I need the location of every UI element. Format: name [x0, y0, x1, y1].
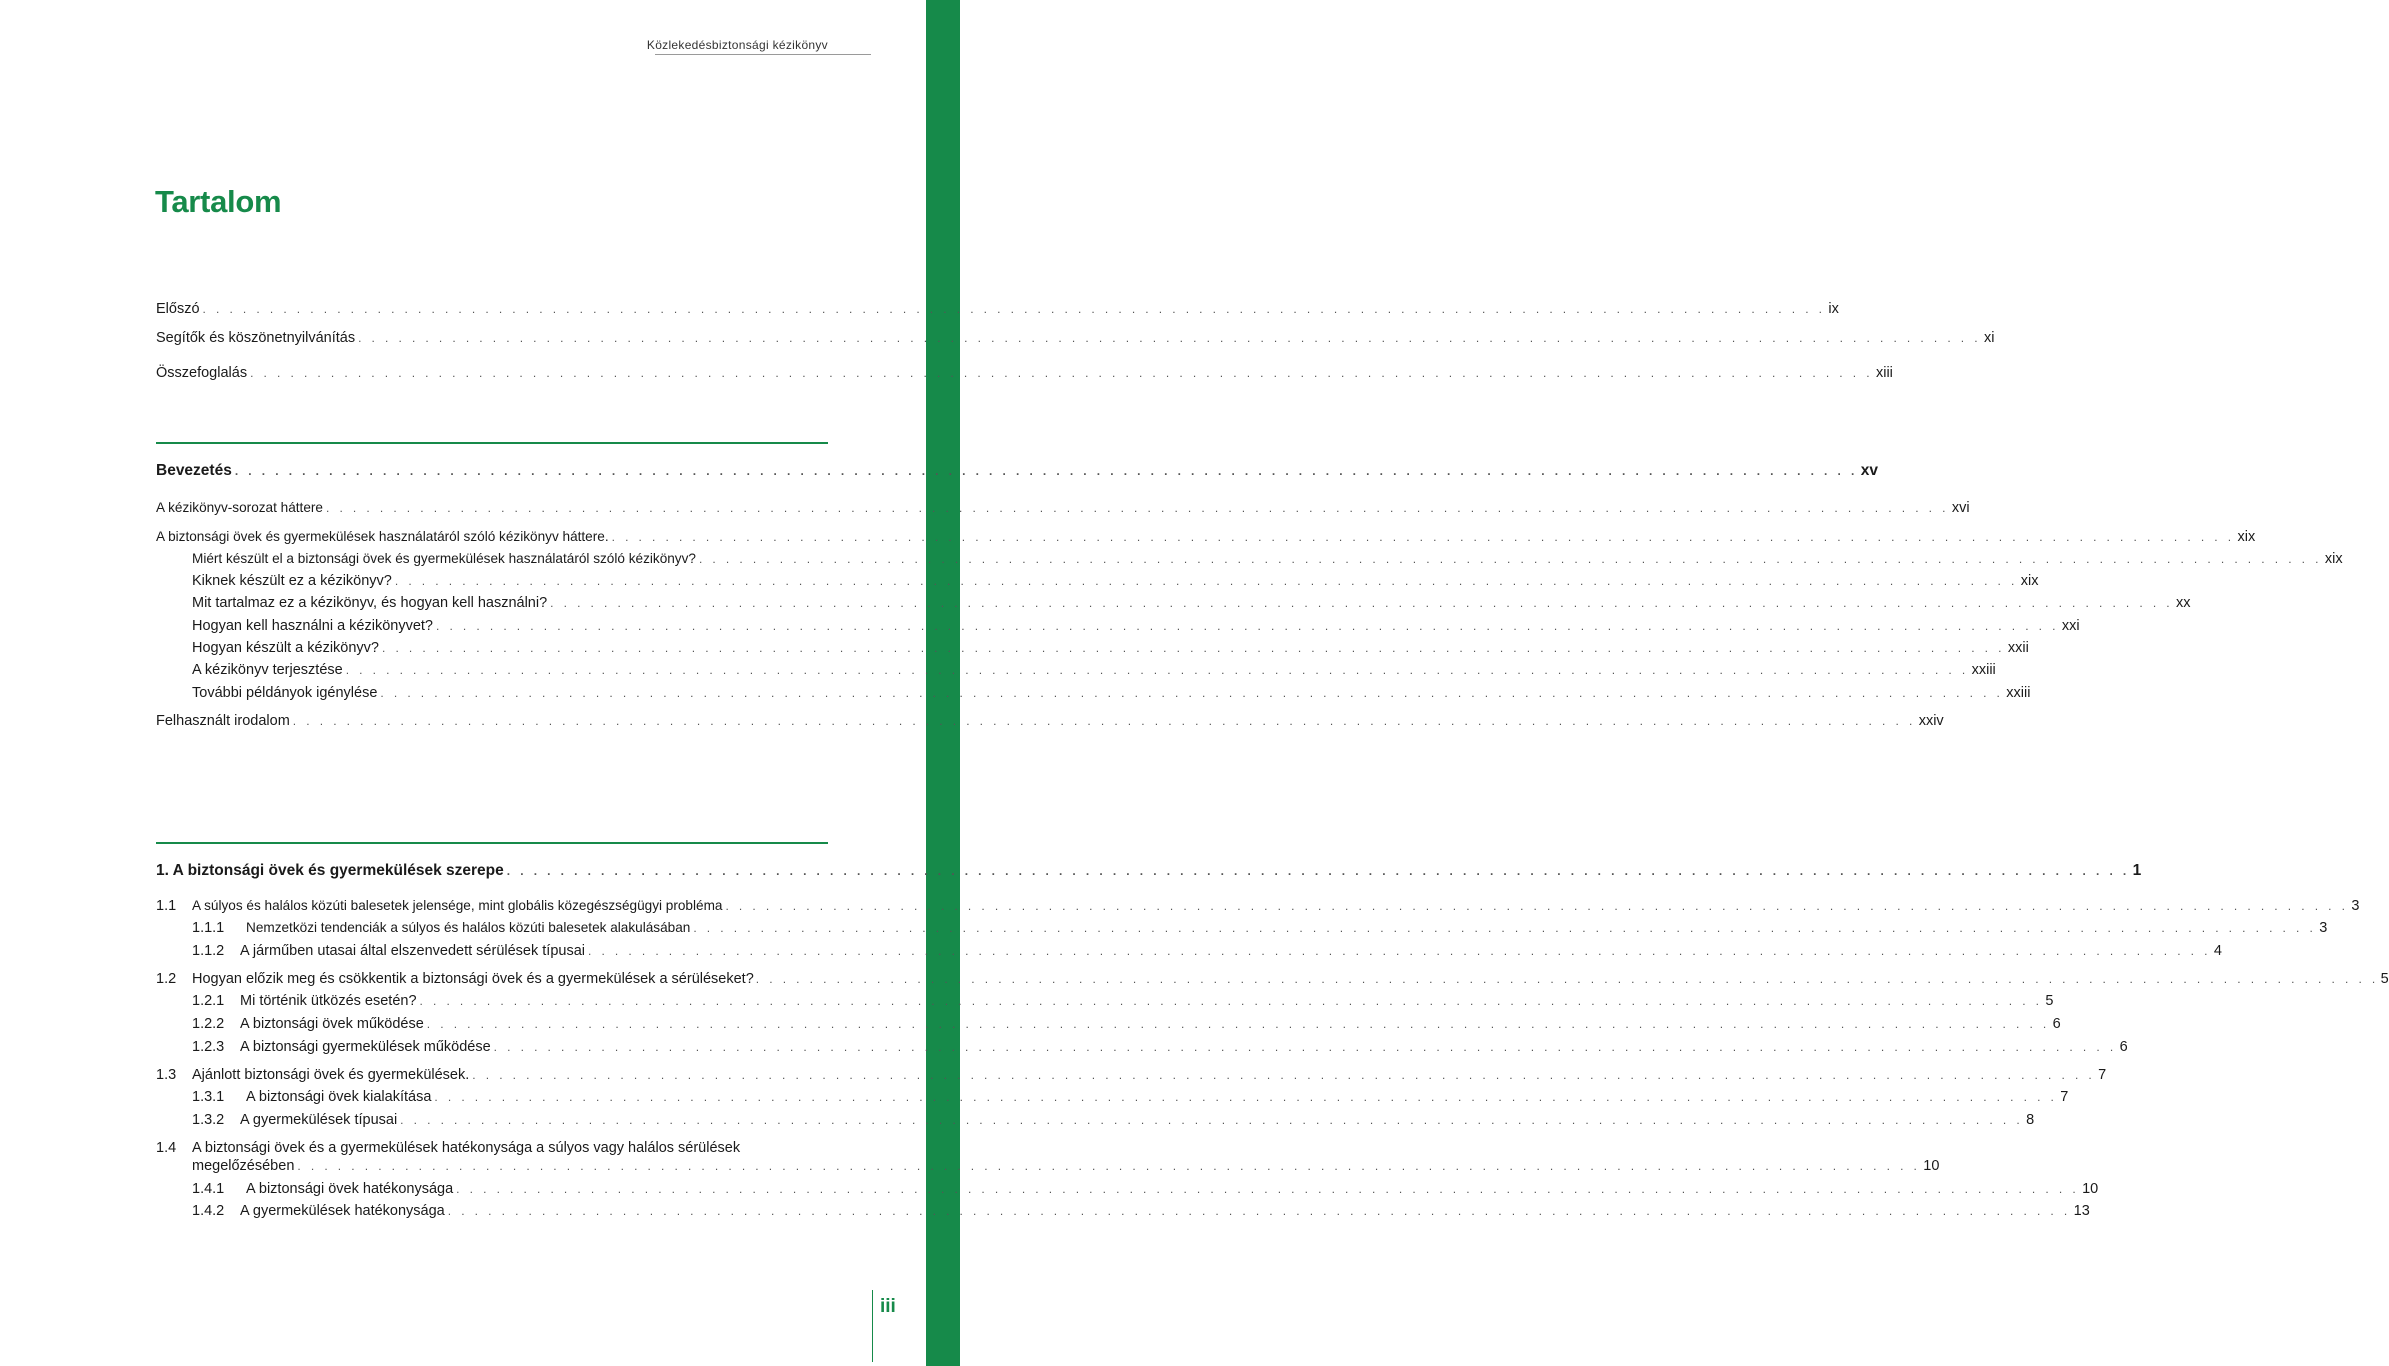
toc-entry-label: A súlyos és halálos közúti balesetek jelensége, mint globális közegészségügyi probléma: [192, 898, 723, 913]
page-number: iii: [880, 1296, 896, 1317]
toc-page-number: 6: [2119, 1039, 2128, 1055]
toc-page-number: xiii: [1875, 365, 1893, 381]
toc-entry-label: Mi történik ütközés esetén?: [240, 993, 417, 1009]
toc-entry-1-4-2[interactable]: [192, 1202, 2090, 1220]
toc-section-number: 1.2.2: [192, 1016, 225, 1032]
toc-section-number: 1.3: [156, 1067, 177, 1083]
toc-section-number: 1.4.1: [192, 1181, 225, 1197]
toc-page-number: 3: [2319, 920, 2328, 936]
toc-page-number: 1: [2132, 862, 2142, 879]
toc-entry-1-1[interactable]: [156, 897, 2360, 915]
toc-page-number: 8: [2026, 1112, 2035, 1128]
dot-leader: [507, 862, 2130, 880]
toc-page-number: xv: [1860, 462, 1878, 479]
toc-entry-1-2[interactable]: [156, 970, 2389, 988]
dot-leader: [400, 1111, 2023, 1129]
toc-entry-1-2-3[interactable]: [192, 1038, 2128, 1056]
toc-section-number: 1.3.2: [192, 1112, 225, 1128]
toc-section-number: 1.2.3: [192, 1039, 225, 1055]
toc-entry-label: További példányok igénylése: [192, 685, 378, 701]
dot-leader: [297, 1157, 1920, 1175]
toc-entry-label: Mit tartalmaz ez a kézikönyv, és hogyan kell használni?: [192, 595, 548, 611]
toc-entry-introduction[interactable]: [156, 462, 1878, 480]
toc-entry-label: Hogyan készült a kézikönyv?: [192, 640, 379, 656]
toc-page-number: 3: [2351, 898, 2360, 914]
toc-entry-audience[interactable]: [192, 572, 2039, 590]
dot-leader: [395, 572, 2018, 590]
dot-leader: [756, 970, 2379, 988]
toc-page-number: xix: [2324, 551, 2343, 567]
toc-entry-label: A biztonsági övek és a gyermekülések hatékonysága a súlyos vagy halálos sérülések: [192, 1140, 741, 1156]
toc-entry-label: Felhasznált irodalom: [156, 713, 290, 729]
dot-leader: [358, 329, 1981, 347]
toc-entry-label: Nemzetközi tendenciák a súlyos és halálos közúti balesetek alakulásában: [246, 920, 691, 935]
toc-entry-1-4-1[interactable]: [192, 1180, 2099, 1198]
toc-entry-label: A biztonsági övek és gyermekülések használatáról szóló kézikönyv háttere.: [156, 529, 609, 544]
toc-page-number: 7: [2060, 1089, 2069, 1105]
toc-entry-label: A biztonsági gyermekülések működése: [240, 1039, 491, 1055]
toc-page-number: xx: [2176, 595, 2191, 611]
toc-entry-references[interactable]: [156, 712, 1944, 730]
toc-section-number: 1.3.1: [192, 1089, 225, 1105]
toc-entry-manual-background[interactable]: [156, 528, 2256, 546]
toc-entry-1-1-2[interactable]: [192, 942, 2222, 960]
dot-leader: [436, 617, 2059, 635]
dot-leader: [346, 661, 1969, 679]
toc-entry-1-4-first-line[interactable]: [156, 1139, 740, 1157]
toc-page-number: 7: [2098, 1067, 2107, 1083]
toc-entry-label: A gyermekülések típusai: [240, 1112, 398, 1128]
toc-page-number: 4: [2213, 943, 2222, 959]
toc-entry-label: A járműben utasai által elszenvedett sérülések típusai: [240, 943, 585, 959]
dot-leader: [550, 594, 2173, 612]
toc-entry-label: 1. A biztonsági övek és gyermekülések szerepe: [156, 862, 504, 879]
toc-entry-acknowledgements[interactable]: [156, 329, 1995, 347]
toc-page-number: xxiii: [1971, 662, 1996, 678]
dot-leader: [494, 1038, 2117, 1056]
toc-section-number: 1.4: [156, 1140, 177, 1156]
toc-section-number: 1.2: [156, 971, 177, 987]
toc-entry-distribution[interactable]: [192, 661, 1996, 679]
toc-entry-label: A biztonsági övek működése: [240, 1016, 424, 1032]
toc-page-number: xxiii: [2006, 685, 2031, 701]
toc-entry-why-made[interactable]: [192, 550, 2343, 568]
toc-entry-foreword[interactable]: [156, 300, 1839, 318]
dot-leader: [725, 897, 2348, 915]
toc-entry-label: Előszó: [156, 301, 200, 317]
toc-page-number: ix: [1828, 301, 1839, 317]
page-title: Tartalom: [155, 184, 282, 219]
dot-leader: [456, 1180, 2079, 1198]
toc-page-number: xix: [2020, 573, 2039, 589]
side-tab-title: Közlekedésbiztonsági kézikönyv: [1860, 40, 1877, 296]
toc-page-number: xxi: [2061, 618, 2080, 634]
dot-leader: [326, 499, 1949, 517]
dot-leader: [427, 1015, 2050, 1033]
toc-entry-1-2-1[interactable]: [192, 992, 2054, 1010]
dot-leader: [612, 528, 2235, 546]
toc-entry-label: Miért készült el a biztonsági övek és gyermekülések használatáról szóló kézikönyv?: [192, 551, 696, 566]
toc-entry-label: A biztonsági övek hatékonysága: [246, 1181, 454, 1197]
toc-page-number: 6: [2052, 1016, 2061, 1032]
toc-entry-label: Segítők és köszönetnyilvánítás: [156, 330, 356, 346]
dot-leader: [250, 364, 1873, 382]
toc-page-number: xxii: [2007, 640, 2029, 656]
folio-rule: [872, 1290, 873, 1362]
toc-entry-1-3-1[interactable]: [192, 1088, 2069, 1106]
toc-entry-1-3[interactable]: [156, 1066, 2107, 1084]
dot-leader: [693, 919, 2316, 937]
toc-entry-label: A kézikönyv terjesztése: [192, 662, 343, 678]
toc-entry-series-background[interactable]: [156, 499, 1970, 517]
toc-page-number: 10: [1923, 1158, 1940, 1174]
dot-leader: [380, 684, 2003, 702]
toc-section-number: 1.1.1: [192, 920, 225, 936]
running-header: Közlekedésbiztonsági kézikönyv: [646, 38, 828, 52]
toc-section-number: 1.1.2: [192, 943, 225, 959]
header-rule: [655, 54, 871, 55]
toc-page-number: xi: [1983, 330, 1995, 346]
toc-page-number: xix: [2237, 529, 2256, 545]
toc-entry-label: A kézikönyv-sorozat háttere: [156, 500, 323, 515]
toc-entry-how-made[interactable]: [192, 639, 2029, 657]
dot-leader: [420, 992, 2043, 1010]
toc-section-number: 1.2.1: [192, 993, 225, 1009]
toc-page-number: 13: [2073, 1203, 2090, 1219]
toc-entry-label: Hogyan kell használni a kézikönyvet?: [192, 618, 433, 634]
dot-leader: [434, 1088, 2057, 1106]
toc-page-number: 10: [2082, 1181, 2099, 1197]
toc-entry-label: Bevezetés: [156, 462, 232, 479]
toc-entry-label: A biztonsági övek kialakítása: [246, 1089, 432, 1105]
dot-leader: [588, 942, 2211, 960]
section-rule: [156, 842, 828, 844]
toc-entry-summary[interactable]: [156, 364, 1893, 382]
toc-entry-1-1-1[interactable]: [192, 919, 2328, 937]
dot-leader: [472, 1066, 2095, 1084]
dot-leader: [293, 712, 1916, 730]
dot-leader: [382, 639, 2005, 657]
toc-entry-label: A gyermekülések hatékonysága: [240, 1203, 445, 1219]
toc-entry-label: Kiknek készült ez a kézikönyv?: [192, 573, 392, 589]
toc-page-number: xvi: [1951, 500, 1970, 516]
toc-entry-how-to-use[interactable]: [192, 617, 2080, 635]
dot-leader: [235, 462, 1858, 480]
dot-leader: [203, 300, 1826, 318]
toc-entry-more-copies[interactable]: [192, 684, 2031, 702]
toc-entry-label: Hogyan előzik meg és csökkentik a biztonsági övek és a gyermekülések a sérüléseket?: [192, 971, 754, 987]
toc-entry-chapter-1[interactable]: [156, 862, 2142, 880]
toc-entry-1-3-2[interactable]: [192, 1111, 2035, 1129]
toc-entry-label: Ajánlott biztonsági övek és gyermekülések.: [192, 1067, 470, 1083]
toc-entry-1-4[interactable]: [192, 1157, 1940, 1175]
toc-section-number: 1.4.2: [192, 1203, 225, 1219]
dot-leader: [448, 1202, 2071, 1220]
dot-leader: [699, 550, 2322, 568]
section-rule: [156, 442, 828, 444]
toc-entry-label: megelőzésében: [192, 1158, 295, 1174]
toc-page-number: xxiv: [1918, 713, 1944, 729]
toc-section-number: 1.1: [156, 898, 177, 914]
toc-entry-label: Összefoglalás: [156, 365, 248, 381]
toc-page-number: 5: [2380, 971, 2389, 987]
toc-entry-contents[interactable]: [192, 594, 2191, 612]
toc-page-number: 5: [2045, 993, 2054, 1009]
toc-entry-1-2-2[interactable]: [192, 1015, 2061, 1033]
